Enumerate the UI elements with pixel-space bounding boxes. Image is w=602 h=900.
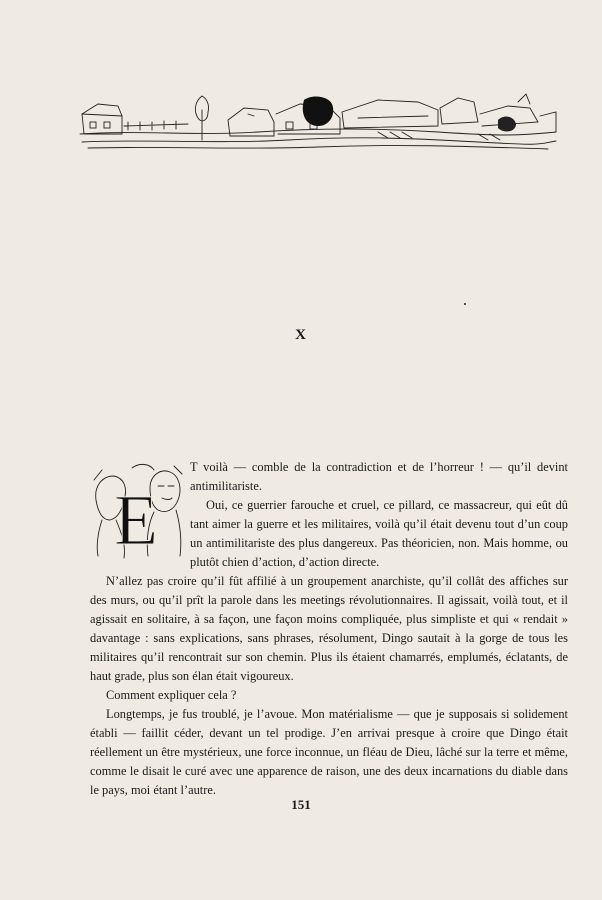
page-number: 151 [291, 797, 311, 812]
paragraph: Oui, ce guerrier farouche et cruel, ce pillard, ce massacreur, qui eût dû tant aimer la guerre et les militaires, voilà qu’il était devenu tout d’un coup un antimilitariste des plus dangereux. Pas théoricien, non. Mais homme, ou plutôt chien d’action, d’action directe. [190, 498, 568, 569]
village-landscape-illustration [78, 92, 558, 154]
chapter-numeral: X [295, 327, 307, 343]
chapter-text [90, 458, 568, 800]
illustrated-dropcap [88, 460, 184, 560]
ink-speck [464, 303, 466, 305]
paragraph: T voilà — comble de la contradiction et de l’horreur ! — qu’il devint antimilitariste. [190, 460, 568, 493]
dropcap-letter: E [114, 480, 158, 560]
paragraph: Comment expliquer cela ? [106, 688, 237, 702]
paragraph: N’allez pas croire qu’il fût affilié à un groupement anarchiste, qu’il collât des affiches sur des murs, ou qu’il prît la parole dans les meetings révolutionnaires. Il agissait, voilà tout, et il agissait en solitaire, à sa façon, une façon moins compliquée, plus simpliste et qui « rendait » davantage : sans explications, sans phrases, résolument, Dingo sautait à la gorge de tous les militaires qu’il rencontrait sur son chemin. Plus ils étaient chamarrés, emplumés, éclatants, de haut grade, plus son élan était vigoureux. [90, 574, 568, 683]
paragraph: Longtemps, je fus troublé, je l’avoue. Mon matérialisme — que je supposais si solidement établi — faillit céder, devant un tel prodige. J’en arrivai presque à croire que Dingo était réellement un être mystérieux, une force inconnue, un fléau de Dieu, lâché sur la terre et même, comme le disait le curé avec une apparence de raison, une des deux incarnations du diable dans le pays, moi étant l’autre. [90, 707, 568, 797]
